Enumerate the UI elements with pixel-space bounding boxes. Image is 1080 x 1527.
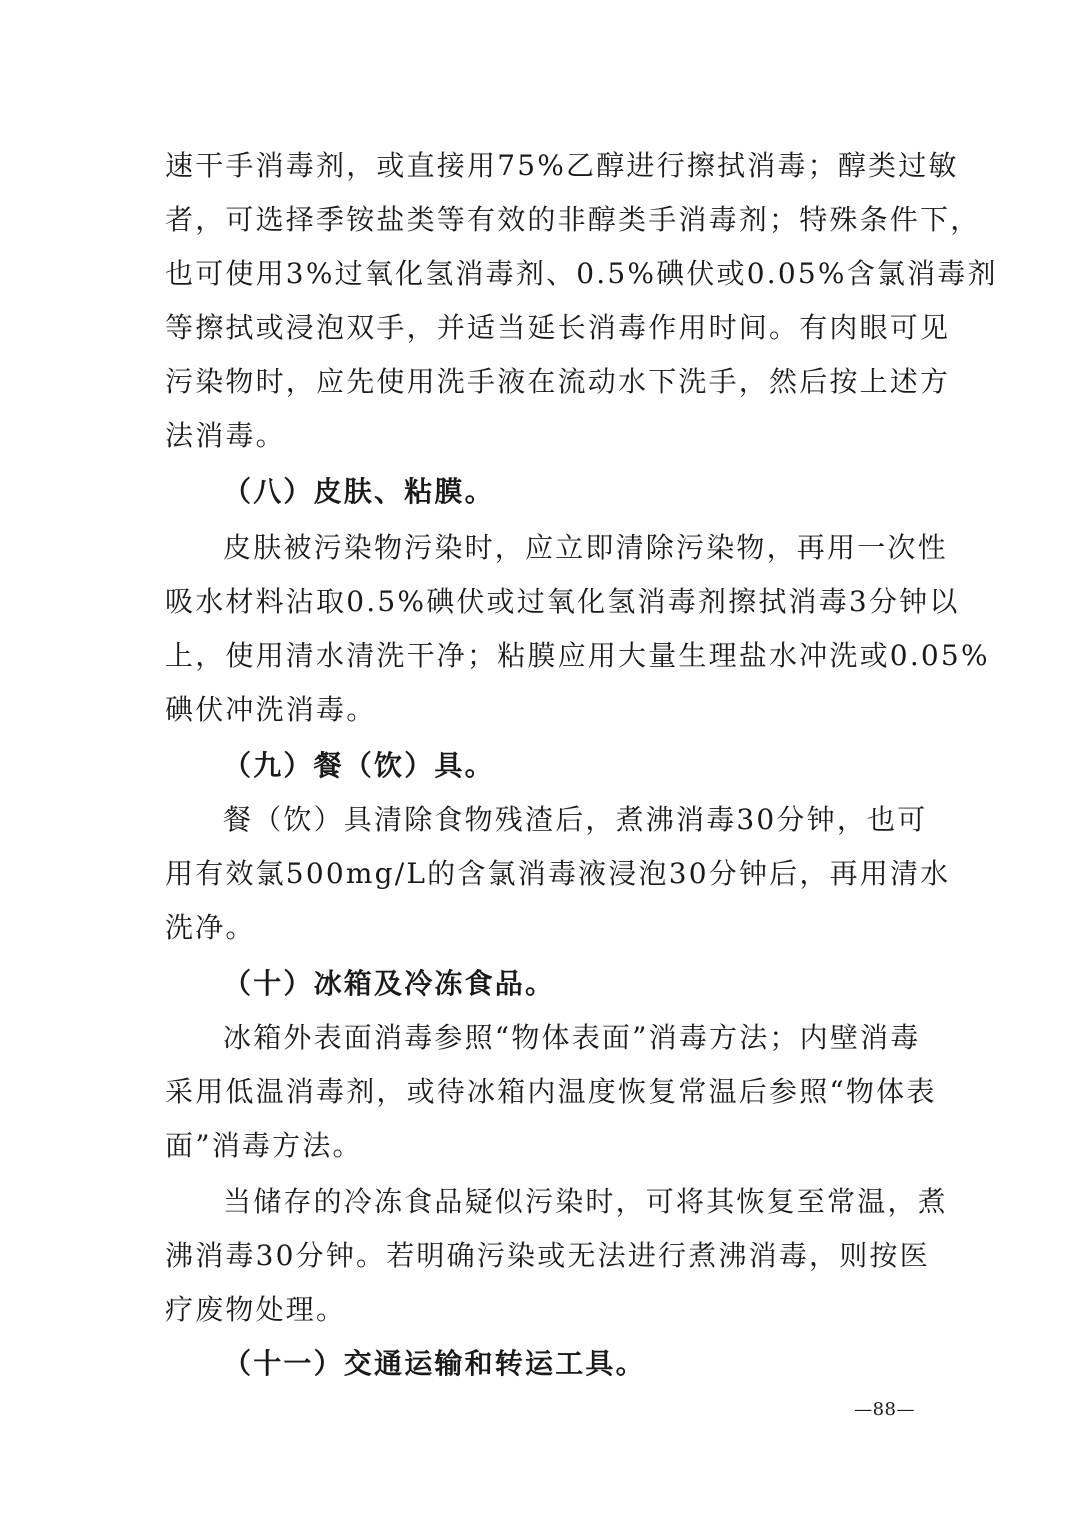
body-line: 污染物时，应先使用洗手液在流动水下洗手，然后按上述方 xyxy=(165,365,951,398)
body-line: 疗废物处理。 xyxy=(165,1293,347,1326)
body-line: 当储存的冷冻食品疑似污染时，可将其恢复至常温，煮 xyxy=(223,1185,948,1218)
body-line: 洗净。 xyxy=(165,911,256,944)
body-line: 速干手消毒剂，或直接用75%乙醇进行擦拭消毒；醇类过敏 xyxy=(165,149,959,182)
section-heading-9: （九）餐（饮）具。 xyxy=(223,749,495,782)
body-line: 吸水材料沾取0.5%碘伏或过氧化氢消毒剂擦拭消毒3分钟以 xyxy=(165,585,960,618)
section-heading-8: （八）皮肤、粘膜。 xyxy=(223,475,495,508)
body-line: 也可使用3%过氧化氢消毒剂、0.5%碘伏或0.05%含氯消毒剂 xyxy=(165,257,998,290)
section-heading-10: （十）冰箱及冷冻食品。 xyxy=(223,967,556,1000)
body-line: 碘伏冲洗消毒。 xyxy=(165,693,377,726)
body-line: 者，可选择季铵盐类等有效的非醇类手消毒剂；特殊条件下， xyxy=(165,203,981,236)
body-line: 用有效氯500mg/L的含氯消毒液浸泡30分钟后，再用清水 xyxy=(165,857,951,890)
body-line: 沸消毒30分钟。若明确污染或无法进行煮沸消毒，则按医 xyxy=(165,1239,930,1272)
body-line: 面”消毒方法。 xyxy=(165,1129,363,1162)
section-heading-11: （十一）交通运输和转运工具。 xyxy=(223,1347,646,1380)
body-line: 皮肤被污染物污染时，应立即清除污染物，再用一次性 xyxy=(223,531,948,564)
body-line: 采用低温消毒剂，或待冰箱内温度恢复常温后参照“物体表 xyxy=(165,1075,937,1108)
body-line: 等擦拭或浸泡双手，并适当延长消毒作用时间。有肉眼可见 xyxy=(165,311,951,344)
body-line: 法消毒。 xyxy=(165,419,286,452)
body-line: 上，使用清水清洗干净；粘膜应用大量生理盐水冲洗或0.05% xyxy=(165,639,990,672)
body-line: 冰箱外表面消毒参照“物体表面”消毒方法；内壁消毒 xyxy=(223,1021,921,1054)
body-line: 餐（饮）具清除食物残渣后，煮沸消毒30分钟，也可 xyxy=(223,803,928,836)
page-number: —88— xyxy=(854,1399,915,1420)
